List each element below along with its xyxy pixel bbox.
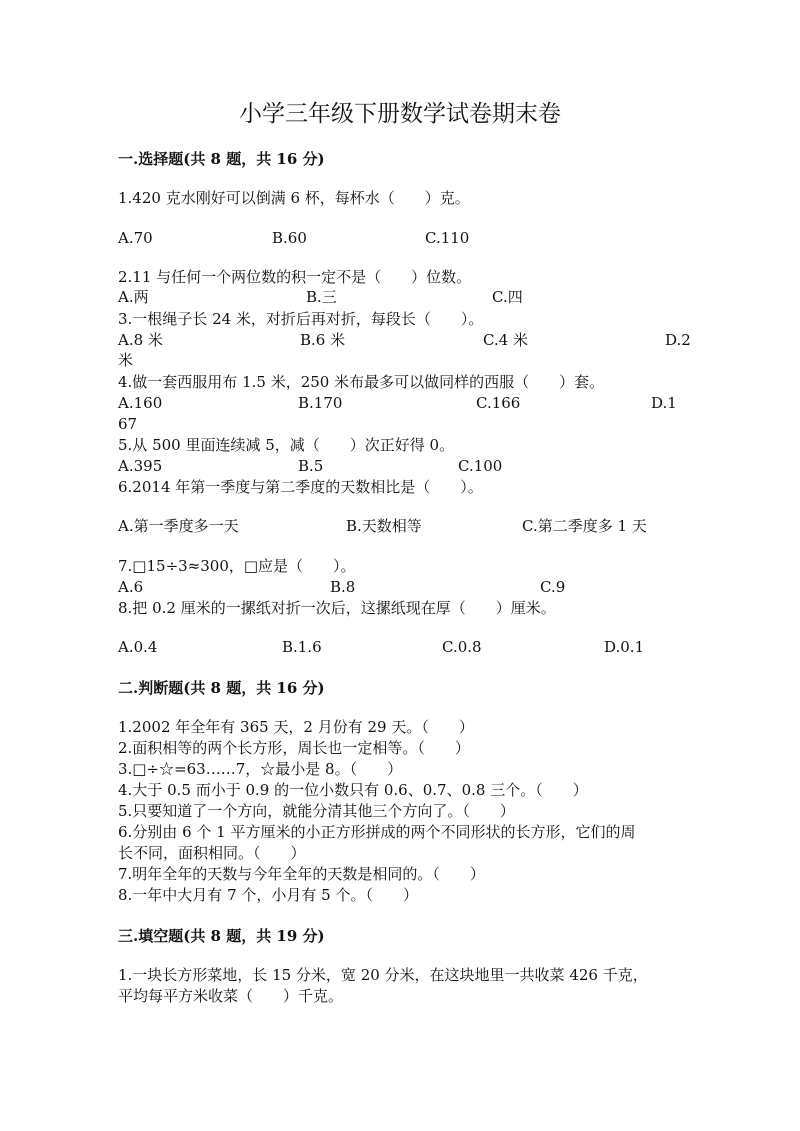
option: B.60 [272,229,307,247]
question-text: 7.□15÷3≈300，□应是（ ）。 [118,557,356,575]
section-heading-fill: 三.填空题(共 8 题，共 19 分) [118,927,325,945]
statement-line: 7.明年全年的天数与今年全年的天数是相同的。（ ） [118,865,485,883]
option: A.160 [118,394,163,412]
question-text: 2.11 与任何一个两位数的积一定不是（ ）位数。 [118,268,472,286]
option: B.天数相等 [346,517,422,535]
option: A.395 [118,457,163,475]
option: D.2 [665,331,691,349]
question-text: 5.从 500 里面连续减 5，减（ ）次正好得 0。 [118,436,455,454]
statement-line: 3.□÷☆=63……7，☆最小是 8。（ ） [118,760,403,778]
option: D.0.1 [604,638,645,656]
option: C.9 [540,578,566,596]
question-text: 4.做一套西服用布 1.5 米，250 米布最多可以做同样的西服（ ）套。 [118,373,605,391]
statement-line: 4.大于 0.5 而小于 0.9 的一位小数只有 0.6、0.7、0.8 三个。（ ） [118,781,588,799]
option: B.6 米 [300,331,346,349]
question-text: 8.把 0.2 厘米的一摞纸对折一次后，这摞纸现在厚（ ）厘米。 [118,599,556,617]
option: A.8 米 [118,331,163,349]
option: C.110 [425,229,470,247]
option: C.0.8 [442,638,482,656]
option: A.0.4 [118,638,158,656]
option: A.第一季度多一天 [118,517,239,535]
option: B.1.6 [282,638,322,656]
option: B.8 [330,578,356,596]
statement-line: 8.一年中大月有 7 个，小月有 5 个。（ ） [118,886,418,904]
option: C.4 米 [483,331,529,349]
option: C.四 [492,288,523,306]
section-heading-choice: 一.选择题(共 8 题，共 16 分) [118,150,325,168]
option: C.第二季度多 1 天 [522,517,647,535]
option: C.166 [476,394,521,412]
option-wrap: 米 [118,351,134,369]
statement-line: 5.只要知道了一个方向，就能分清其他三个方向了。（ ） [118,802,515,820]
question-line: 平均每平方米收菜（ ）千克。 [118,987,344,1005]
option: A.两 [118,288,149,306]
statement-line: 1.2002 年全年有 365 天，2 月份有 29 天。（ ） [118,718,474,736]
page-title: 小学三年级下册数学试卷期末卷 [239,101,561,127]
option: A.70 [118,229,153,247]
option: B.三 [306,288,337,306]
option: A.6 [118,578,144,596]
question-line: 1.一块长方形菜地，长 15 分米，宽 20 分米，在这块地里一共收菜 426 千克， [118,966,648,984]
statement-line: 2.面积相等的两个长方形，周长也一定相等。（ ） [118,739,470,757]
question-text: 3.一根绳子长 24 米，对折后再对折，每段长（ ）。 [118,310,484,328]
option: C.100 [458,457,503,475]
option: D.1 [651,394,677,412]
option: B.170 [298,394,343,412]
option: B.5 [298,457,324,475]
option-wrap: 67 [118,415,138,433]
question-text: 6.2014 年第一季度与第二季度的天数相比是（ ）。 [118,478,483,496]
question-text: 1.420 克水刚好可以倒满 6 杯，每杯水（ ）克。 [118,189,470,207]
section-heading-judgment: 二.判断题(共 8 题，共 16 分) [118,679,325,697]
statement-line: 6.分别由 6 个 1 平方厘米的小正方形拼成的两个不同形状的长方形，它们的周 [118,823,636,841]
statement-line: 长不同，面积相同。（ ） [118,844,306,862]
